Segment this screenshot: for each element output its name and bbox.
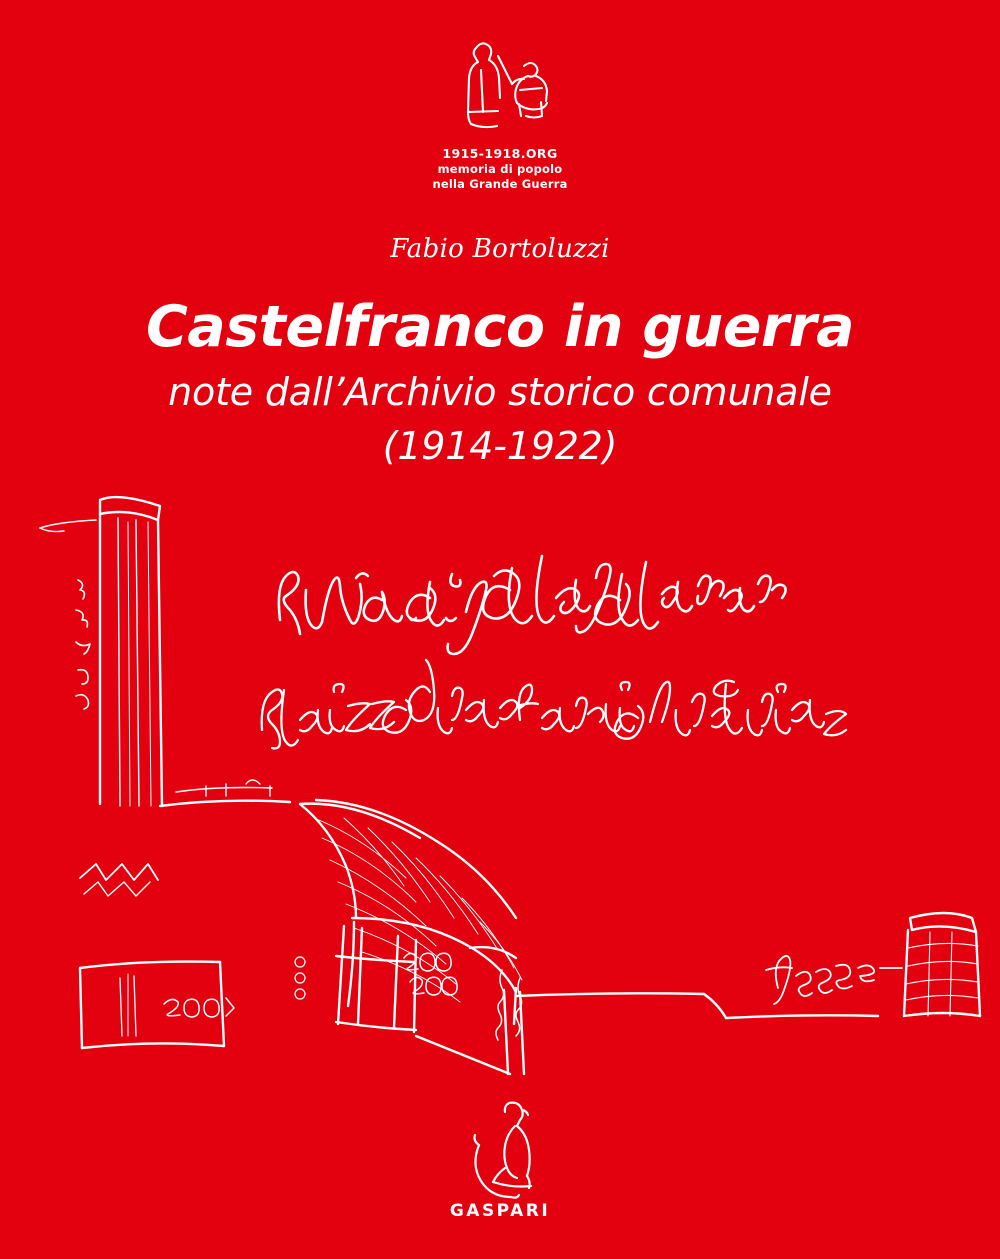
publisher-block bbox=[0, 1089, 1000, 1221]
logo-line-memoria: memoria di popolo bbox=[437, 162, 563, 176]
logo-line-url: 1915-1918.ORG bbox=[442, 146, 558, 161]
top-logo-block bbox=[0, 30, 1000, 191]
trench-sketch-illustration bbox=[0, 470, 1000, 1090]
author-name: Fabio Bortoluzzi bbox=[390, 234, 610, 264]
gaspari-dog-logo-icon bbox=[445, 1089, 555, 1199]
year-range: (1914-1922) bbox=[382, 424, 618, 468]
page-title: Castelfranco in guerra bbox=[145, 294, 855, 360]
publisher-name: GASPARI bbox=[449, 1201, 551, 1221]
soldiers-emblem-icon bbox=[440, 30, 560, 140]
subtitle: note dall’Archivio storico comunale bbox=[168, 370, 832, 414]
logo-line-guerra: nella Grande Guerra bbox=[432, 176, 568, 191]
